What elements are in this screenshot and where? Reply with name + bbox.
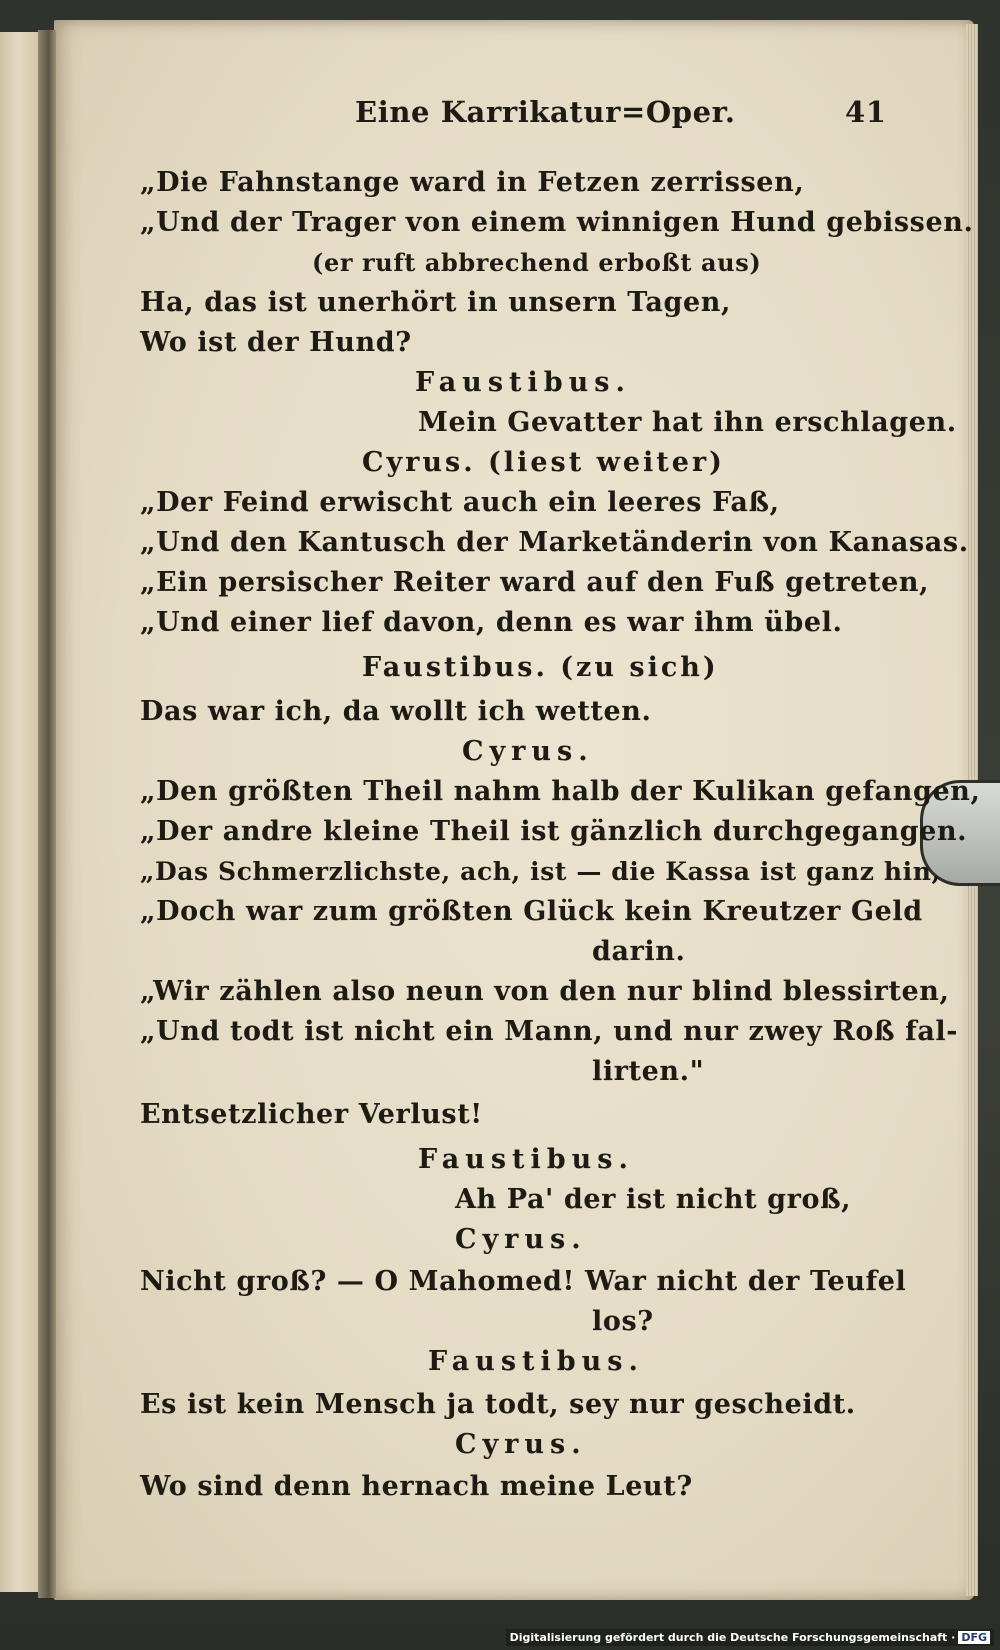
stage-direction: (er ruft abbrechend erboßt aus) [312, 248, 762, 277]
text-line: Ah Pa' der ist nicht groß, [455, 1184, 852, 1215]
text-line: „Doch war zum größten Glück kein Kreutzer Geld [140, 896, 923, 927]
digitization-credit [506, 1629, 994, 1646]
text-line: „Und todt ist nicht ein Mann, und nur zwey Roß fal- [140, 1016, 959, 1047]
page-number: 41 [845, 95, 887, 129]
speaker-name: Cyrus. [462, 736, 594, 767]
speaker-name: Cyrus. [455, 1224, 587, 1255]
text-line: Wo sind denn hernach meine Leut? [140, 1471, 693, 1502]
text-line: darin. [592, 936, 686, 967]
text-line: „Wir zählen also neun von den nur blind blessirten, [140, 976, 950, 1007]
text-line: Ha, das ist unerhört in unsern Tagen, [140, 287, 731, 318]
text-line: „Und einer lief davon, denn es war ihm übel. [140, 607, 843, 638]
text-line: „Die Fahnstange ward in Fetzen zerrissen, [140, 167, 805, 198]
text-line: Es ist kein Mensch ja todt, sey nur gescheidt. [140, 1389, 856, 1420]
text-line: „Und der Trager von einem winnigen Hund gebissen. [140, 207, 974, 238]
speaker-name: Faustibus. [415, 367, 631, 398]
text-line: „Der andre kleine Theil ist gänzlich durchgegangen. [140, 816, 968, 847]
text-line: Entsetzlicher Verlust! [140, 1099, 483, 1130]
text-line: los? [592, 1306, 654, 1337]
speaker-name: Cyrus. [455, 1429, 587, 1460]
text-line: lirten." [592, 1056, 705, 1087]
speaker-name: Faustibus. [418, 1144, 634, 1175]
text-line: „Ein persischer Reiter ward auf den Fuß getreten, [140, 567, 930, 598]
speaker-name: Cyrus. (liest weiter) [362, 447, 725, 478]
text-line: „Das Schmerzlichste, ach, ist — die Kassa ist ganz hin, [140, 857, 941, 886]
text-line: „Und den Kantusch der Marketänderin von Kanasas. [140, 527, 969, 558]
text-line: Das war ich, da wollt ich wetten. [140, 696, 652, 727]
running-title: Eine Karrikatur=Oper. [355, 95, 736, 129]
speaker-name: Faustibus. (zu sich) [362, 652, 719, 683]
text-line: „Der Feind erwischt auch ein leeres Faß, [140, 487, 780, 518]
text-line: Mein Gevatter hat ihn erschlagen. [418, 407, 957, 438]
text-line: Nicht groß? — O Mahomed! War nicht der Teufel [140, 1266, 907, 1297]
credit-text: Digitalisierung gefördert durch die Deutsche Forschungsgemeinschaft · [509, 1631, 956, 1644]
speaker-name: Faustibus. [428, 1346, 644, 1377]
text-line: „Den größten Theil nahm halb der Kulikan gefangen, [140, 776, 981, 807]
text-line: Wo ist der Hund? [140, 327, 412, 358]
dfg-logo: DFG [958, 1631, 990, 1644]
